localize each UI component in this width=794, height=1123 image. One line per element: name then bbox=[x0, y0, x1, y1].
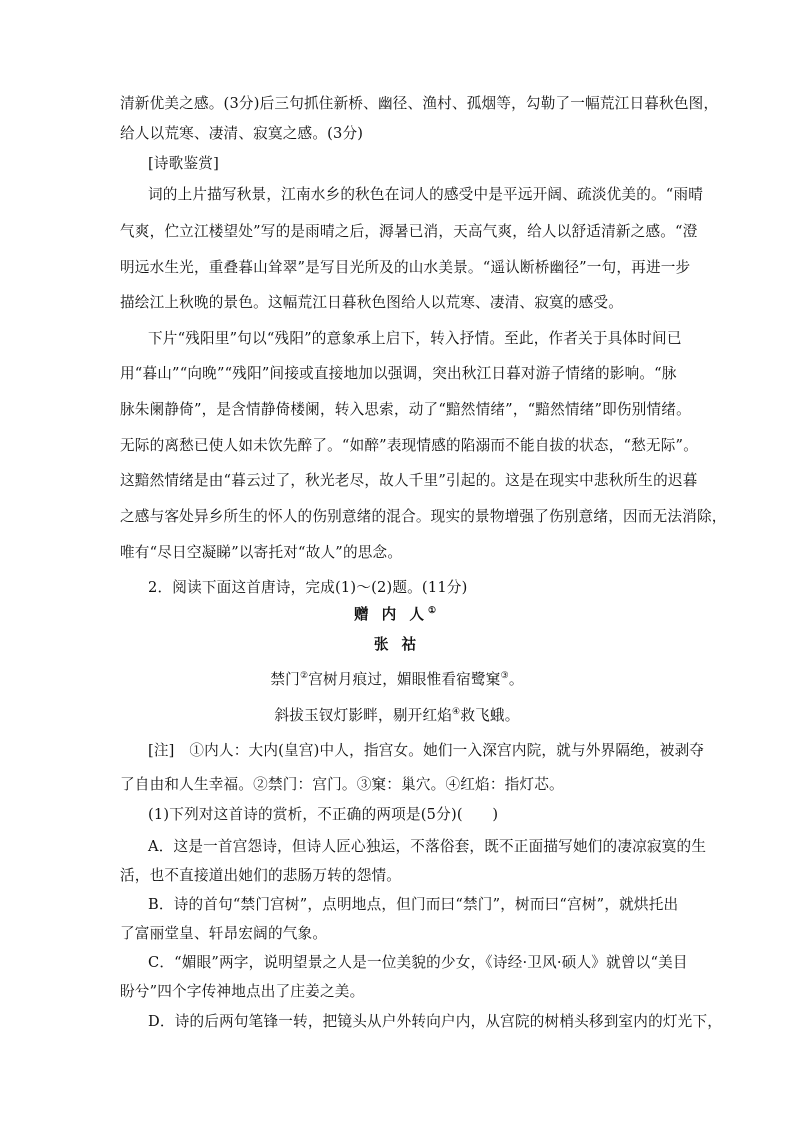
appreciation-line: 脉朱阑静倚”，是含情静倚楼阑，转入思索，动了“黯然情绪”，“黯然情绪”即伤别情绪。 bbox=[120, 401, 691, 418]
poem-author: 张 祜 bbox=[373, 636, 421, 653]
section-label: [诗歌鉴赏] bbox=[148, 155, 219, 172]
option-a-cont: 活，也不直接道出她们的悲肠万转的怨情。 bbox=[120, 867, 402, 884]
notes-line: [注] ①内人：大内(皇宫)中人，指宫女。她们一入深宫内院，就与外界隔绝，被剥夺 bbox=[148, 742, 705, 759]
option-b-cont: 了富丽堂皇、轩昂宏阔的气象。 bbox=[120, 925, 328, 942]
analysis-line: 给人以荒寒、凄清、寂寞之感。(3分) bbox=[120, 125, 364, 142]
appreciation-line: 气爽，伫立江楼望处”写的是雨晴之后，溽暑已消，天高气爽，给人以舒适清新之感。“澄 bbox=[120, 223, 698, 240]
poem-title: 赠 内 人① bbox=[353, 606, 441, 623]
appreciation-line: 词的上片描写秋景，江南水乡的秋色在词人的感受中是平远开阔、疏淡优美的。“雨晴 bbox=[148, 186, 704, 203]
option-a: A．这是一首宫怨诗，但诗人匠心独运，不落俗套，既不正面描写她们的凄凉寂寞的生 bbox=[148, 838, 707, 855]
poem-line-2: 斜拔玉钗灯影畔，剔开红焰④救飞蛾。 bbox=[274, 707, 520, 724]
analysis-line: 清新优美之感。(3分)后三句抓住新桥、幽径、渔村、孤烟等，勾勒了一幅荒江日暮秋色图， bbox=[120, 95, 719, 112]
appreciation-line: 明远水生光，重叠暮山耸翠”是写目光所及的山水美景。“遥认断桥幽径”一句，再进一步 bbox=[120, 259, 691, 276]
appreciation-line: 描绘江上秋晚的景色。这幅荒江日暮秋色图给人以荒寒、凄清、寂寞的感受。 bbox=[120, 294, 623, 311]
appreciation-line: 用“暮山”“向晚”“残阳”间接或直接地加以强调，突出秋江日暮对游子情绪的影响。“脉 bbox=[120, 365, 677, 382]
option-c: C．“媚眼”两字，说明望景之人是一位美貌的少女，《诗经·卫风·硕人》就曾以“美目 bbox=[148, 954, 688, 971]
option-d: D．诗的后两句笔锋一转，把镜头从户外转向户内，从宫院的树梢头移到室内的灯光下， bbox=[148, 1013, 723, 1030]
option-c-cont: 盼兮”四个字传神地点出了庄姜之美。 bbox=[120, 983, 365, 1000]
appreciation-line: 这黯然情绪是由“暮云过了，秋光老尽，故人千里”引起的。这是在现实中悲秋所生的迟暮 bbox=[120, 472, 698, 489]
subquestion-1: (1)下列对这首诗的赏析，不正确的两项是(5分)( ) bbox=[148, 806, 499, 823]
notes-line: 了自由和人生幸福。②禁门：宫门。③窠：巢穴。④红焰：指灯芯。 bbox=[120, 776, 564, 793]
appreciation-line: 唯有“尽日空凝睇”以寄托对“故人”的思念。 bbox=[120, 544, 403, 561]
appreciation-line: 之感与客处异乡所生的怀人的伤别意绪的混合。现实的景物增强了伤别意绪，因而无法消除， bbox=[120, 508, 727, 525]
question-2: 2．阅读下面这首唐诗，完成(1)～(2)题。(11分) bbox=[148, 579, 468, 596]
poem-line-1: 禁门②宫树月痕过，媚眼惟看宿鹭窠③。 bbox=[270, 671, 524, 688]
appreciation-line: 下片“残阳里”句以“残阳”的意象承上启下，转入抒情。至此，作者关于具体时间已 bbox=[148, 330, 682, 347]
option-b: B．诗的首句“禁门宫树”，点明地点，但门而曰“禁门”，树而曰“宫树”，就烘托出 bbox=[148, 896, 679, 913]
appreciation-line: 无际的离愁已使人如未饮先醉了。“如醉”表现情感的陷溺而不能自拔的状态，“愁无际”。 bbox=[120, 437, 699, 454]
